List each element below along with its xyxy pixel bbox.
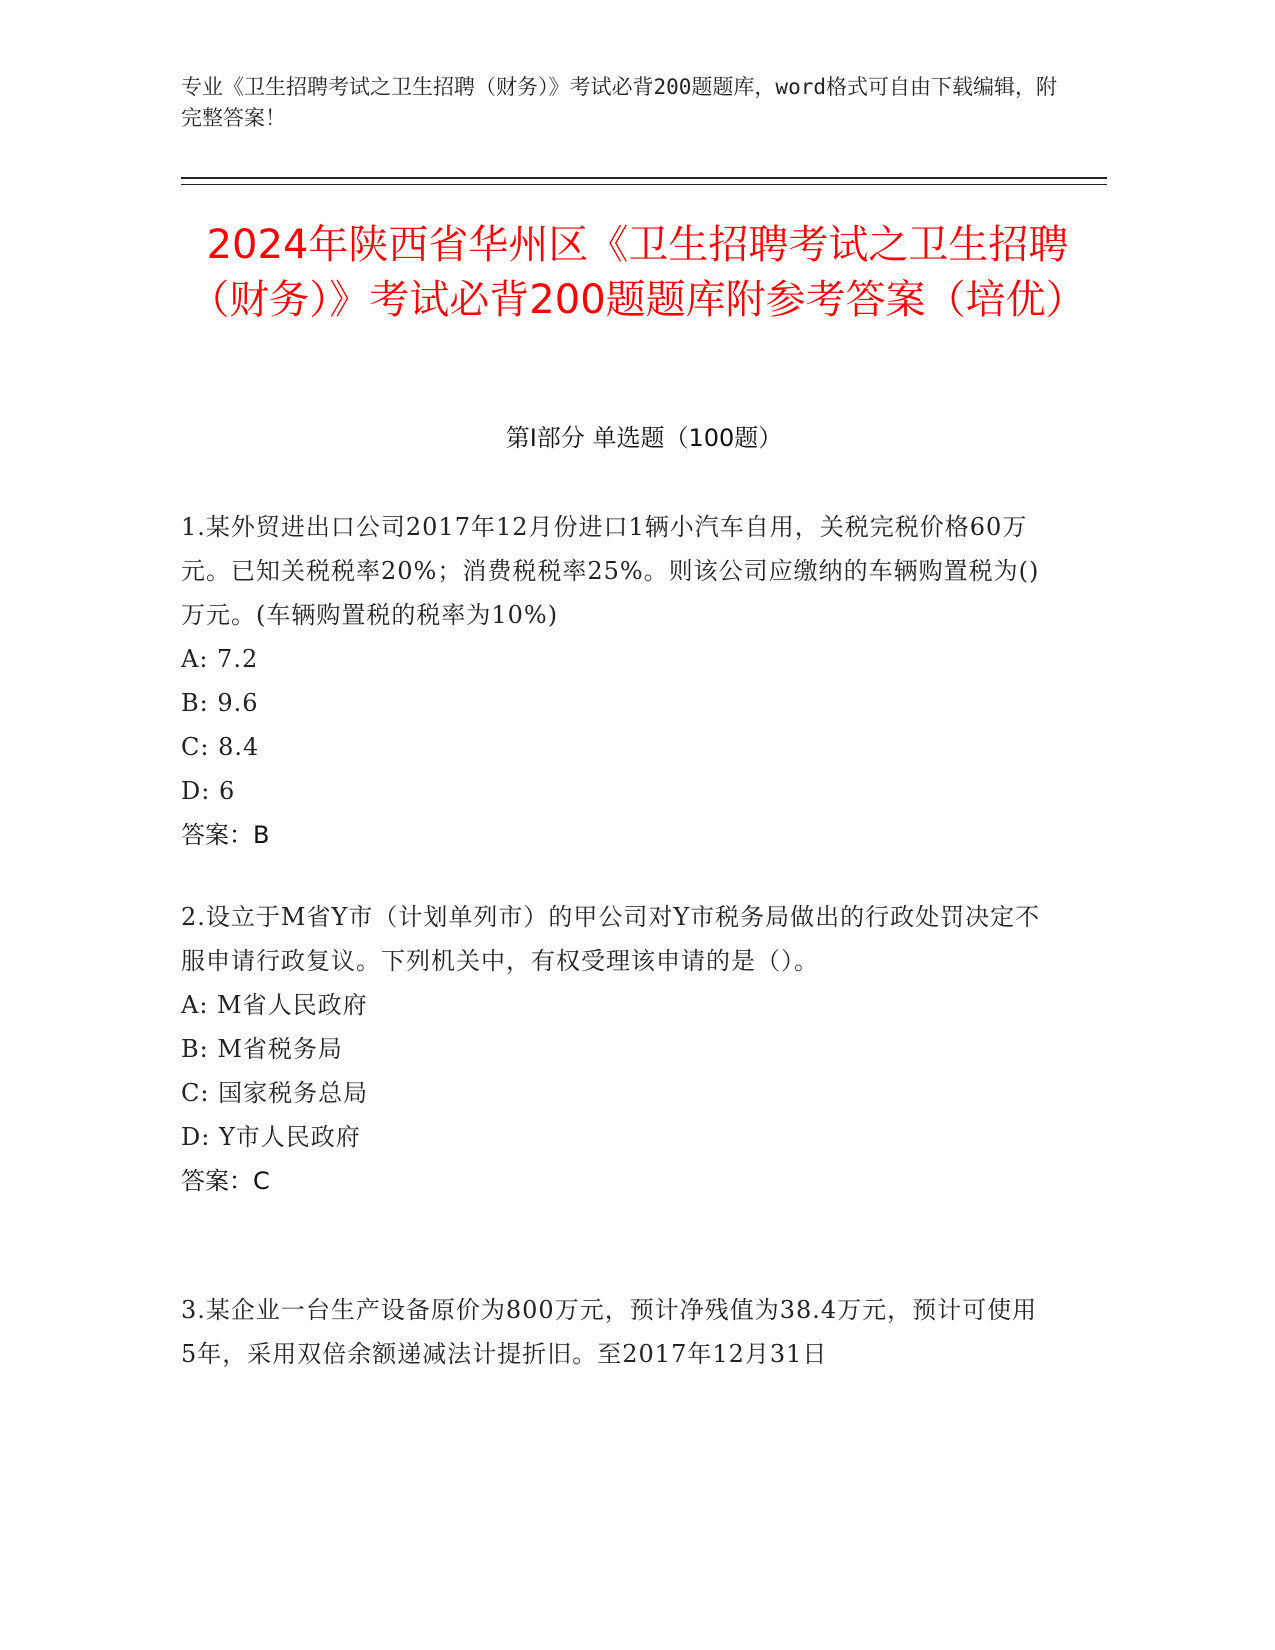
option-a: A: M省人民政府	[181, 991, 368, 1019]
question-stem: 2.设立于M省Y市（计划单列市）的甲公司对Y市税务局做出的行政处罚决定不服申请行政复议。下列机关中，有权受理该申请的是（）。	[181, 903, 1041, 975]
section-heading: 第I部分 单选题（100题）	[505, 424, 783, 452]
option-a: A: 7.2	[181, 645, 259, 673]
option-b: B: M省税务局	[181, 1035, 343, 1063]
question-3	[181, 1288, 1041, 1376]
header-note: 专业《卫生招聘考试之卫生招聘（财务）》考试必背200题题库，word格式可自由下载编辑，附完整答案！	[181, 75, 1057, 130]
option-c: C: 国家税务总局	[181, 1079, 369, 1107]
question-stem: 3.某企业一台生产设备原价为800万元，预计净残值为38.4万元，预计可使用5年，采用双倍余额递减法计提折旧。至2017年12月31日	[181, 1296, 1038, 1368]
header-divider-thick	[181, 177, 1107, 179]
option-c: C: 8.4	[181, 733, 260, 761]
question-stem: 1.某外贸进出口公司2017年12月份进口1辆小汽车自用，关税完税价格60万元。已知关税税率20%；消费税税率25%。则该公司应缴纳的车辆购置税为()万元。(车辆购置税的税率为10%)	[181, 513, 1040, 629]
header-divider-thin	[181, 184, 1107, 185]
document-title: 2024年陕西省华州区《卫生招聘考试之卫生招聘（财务）》考试必背200题题库附参考答案（培优）	[189, 222, 1086, 323]
question-2	[181, 895, 1041, 1203]
answer: 答案：B	[181, 821, 270, 849]
answer: 答案：C	[181, 1167, 270, 1195]
option-d: D: 6	[181, 777, 236, 805]
option-d: D: Y市人民政府	[181, 1123, 361, 1151]
option-b: B: 9.6	[181, 689, 259, 717]
question-1	[181, 505, 1041, 857]
